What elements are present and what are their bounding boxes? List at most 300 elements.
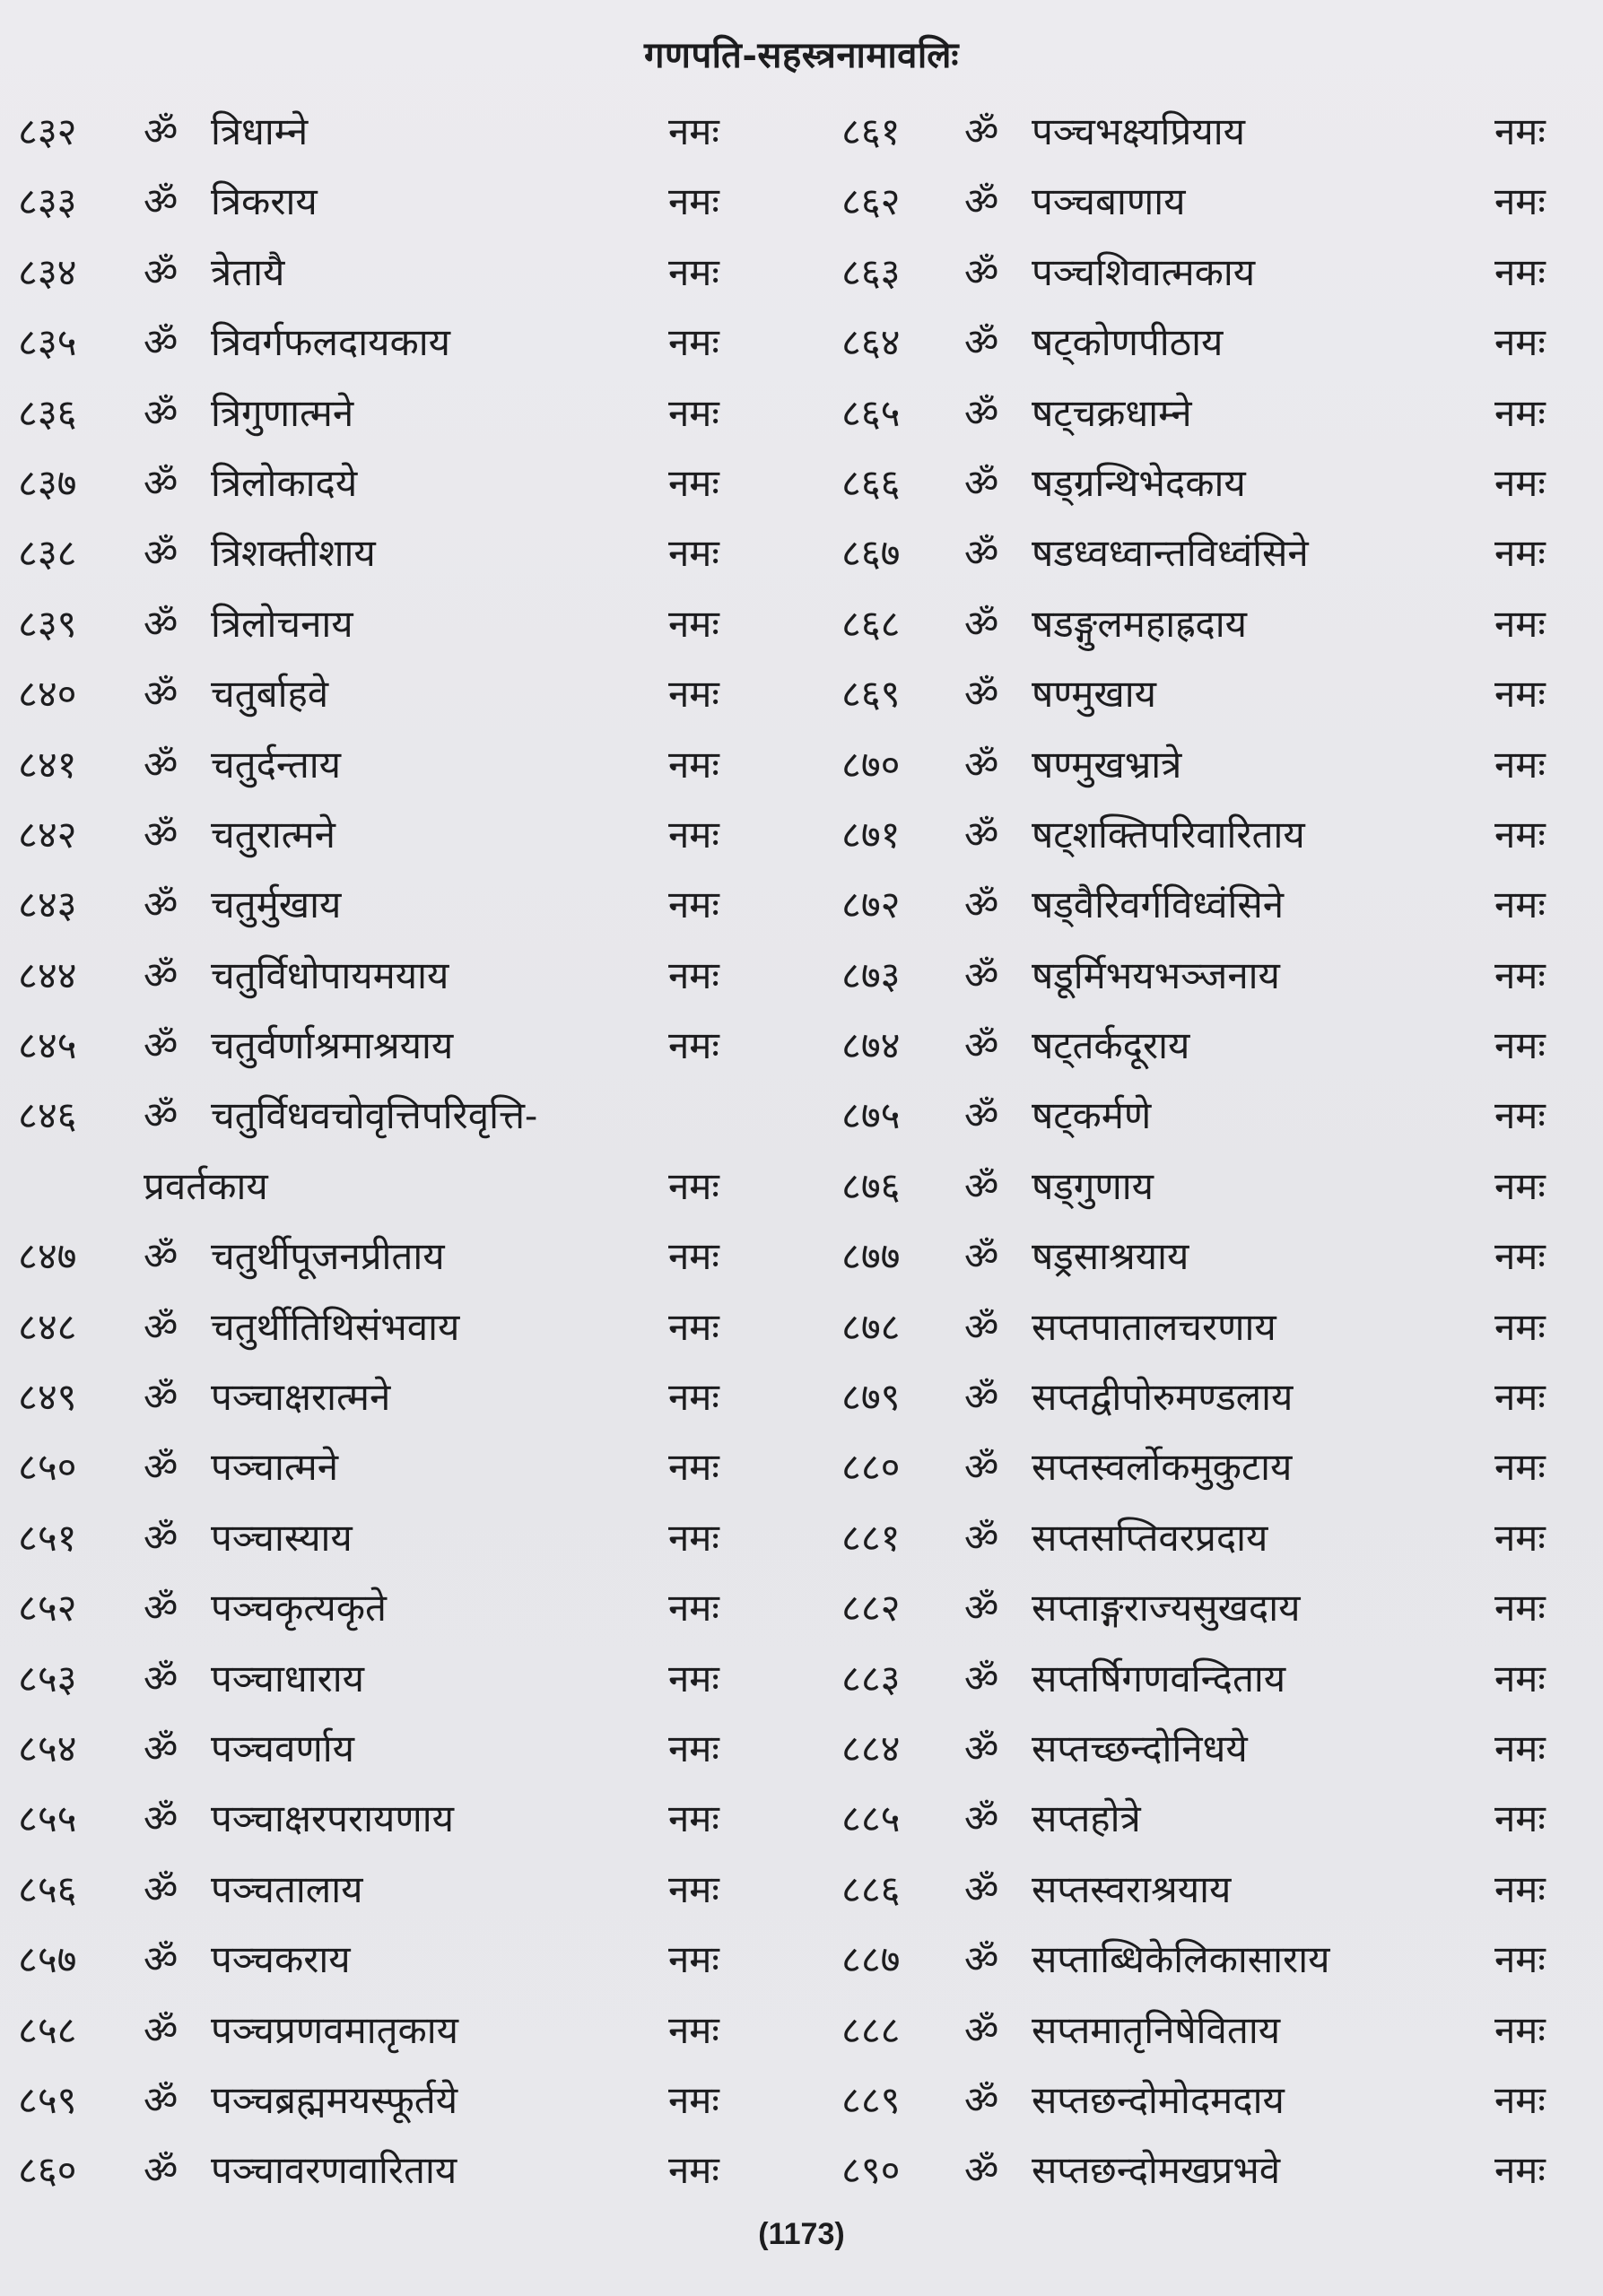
list-item xyxy=(18,97,807,167)
mantra-name: पञ्चाक्षरात्मने xyxy=(211,1375,391,1420)
om-symbol: ॐ xyxy=(144,1866,179,1911)
namah-text: नमः xyxy=(668,1515,719,1560)
namah-text: नमः xyxy=(1494,742,1546,787)
mantra-name: सप्तस्वर्लोकमुकुटाय xyxy=(1032,1445,1293,1490)
om-symbol: ॐ xyxy=(964,2007,999,2052)
list-item xyxy=(841,1362,1586,1432)
mantra-name: सप्तछन्दोमोदमदाय xyxy=(1032,2077,1285,2122)
mantra-name: चतुरात्मने xyxy=(211,812,335,857)
list-item xyxy=(841,941,1586,1011)
list-item xyxy=(18,2066,807,2135)
mantra-number: ८४१ xyxy=(18,742,77,787)
mantra-name: सप्तहोत्रे xyxy=(1032,1796,1141,1841)
mantra-number: ८६५ xyxy=(841,390,901,435)
mantra-number: ८५९ xyxy=(18,2077,77,2122)
mantra-number: ८३७ xyxy=(18,460,77,505)
mantra-name: षड्रसाश्रयाय xyxy=(1032,1234,1189,1279)
namah-text: नमः xyxy=(1494,1586,1546,1631)
list-item xyxy=(18,1714,807,1784)
mantra-name: षट्कर्मणे xyxy=(1032,1093,1152,1138)
mantra-number: ८८२ xyxy=(841,1586,901,1631)
mantra-number: ८४८ xyxy=(18,1304,77,1349)
left-column xyxy=(18,97,807,2206)
mantra-number: ८५४ xyxy=(18,1726,77,1770)
mantra-number: ८७८ xyxy=(841,1304,901,1349)
list-item xyxy=(841,1011,1586,1081)
mantra-number: ८८९ xyxy=(841,2077,901,2122)
list-item xyxy=(841,97,1586,167)
om-symbol: ॐ xyxy=(964,1656,999,1700)
list-item xyxy=(841,659,1586,729)
mantra-name: त्रिगुणात्मने xyxy=(211,390,354,435)
mantra-number: ८४२ xyxy=(18,812,77,857)
om-symbol: ॐ xyxy=(964,1375,999,1420)
mantra-name: पञ्चतालाय xyxy=(211,1866,363,1911)
namah-text: नमः xyxy=(1494,320,1546,365)
mantra-number: ८७० xyxy=(841,742,901,787)
namah-text: नमः xyxy=(1494,1375,1546,1420)
list-item xyxy=(841,1925,1586,1995)
namah-text: नमः xyxy=(668,742,719,787)
list-item xyxy=(841,589,1586,659)
om-symbol: ॐ xyxy=(144,109,179,153)
mantra-name: त्रिधाम्ने xyxy=(211,109,309,153)
om-symbol: ॐ xyxy=(964,883,999,927)
mantra-number: ८८८ xyxy=(841,2007,901,2052)
mantra-number: ८६४ xyxy=(841,320,901,365)
om-symbol: ॐ xyxy=(144,1937,179,1982)
list-item xyxy=(841,800,1586,870)
mantra-number: ८८५ xyxy=(841,1796,901,1841)
mantra-name: षडूर्मिभयभञ्जनाय xyxy=(1032,952,1280,997)
mantra-number: ८३६ xyxy=(18,390,77,435)
namah-text: नमः xyxy=(668,460,719,505)
om-symbol: ॐ xyxy=(964,1866,999,1911)
list-item xyxy=(841,1784,1586,1854)
namah-text: नमः xyxy=(1494,1515,1546,1560)
om-symbol: ॐ xyxy=(144,320,179,365)
mantra-number: ८७४ xyxy=(841,1023,901,1068)
namah-text: नमः xyxy=(1494,531,1546,576)
mantra-name: चतुर्विधवचोवृत्तिपरिवृत्ति- xyxy=(211,1093,538,1138)
mantra-number: ८४४ xyxy=(18,952,77,997)
om-symbol: ॐ xyxy=(144,460,179,505)
om-symbol: ॐ xyxy=(144,1726,179,1770)
list-item xyxy=(18,1362,807,1432)
list-item xyxy=(841,1292,1586,1362)
mantra-name: षड्ग्रन्थिभेदकाय xyxy=(1032,460,1246,505)
namah-text: नमः xyxy=(668,601,719,646)
namah-text: नमः xyxy=(668,672,719,717)
om-symbol: ॐ xyxy=(964,672,999,717)
mantra-name: सप्ताब्धिकेलिकासाराय xyxy=(1032,1937,1330,1982)
mantra-number: ८४९ xyxy=(18,1375,77,1420)
mantra-name: सप्ताङ्गराज्यसुखदाय xyxy=(1032,1586,1301,1631)
mantra-name: सप्तच्छन्दोनिधये xyxy=(1032,1726,1248,1770)
list-item xyxy=(841,1503,1586,1573)
om-symbol: ॐ xyxy=(144,1796,179,1841)
mantra-number: ८७७ xyxy=(841,1234,901,1279)
om-symbol: ॐ xyxy=(964,2077,999,2122)
om-symbol: ॐ xyxy=(144,601,179,646)
om-symbol: ॐ xyxy=(144,1586,179,1631)
list-item xyxy=(841,1081,1586,1151)
om-symbol: ॐ xyxy=(964,1234,999,1279)
mantra-name: षट्तर्कदूराय xyxy=(1032,1023,1190,1068)
mantra-number: ८८३ xyxy=(841,1656,901,1700)
om-symbol: ॐ xyxy=(964,1093,999,1138)
namah-text: नमः xyxy=(668,179,719,224)
om-symbol: ॐ xyxy=(144,672,179,717)
mantra-number: ८३८ xyxy=(18,531,77,576)
list-item xyxy=(841,1714,1586,1784)
mantra-number: ८५५ xyxy=(18,1796,77,1841)
namah-text: नमः xyxy=(1494,883,1546,927)
mantra-name: त्रेतायै xyxy=(211,249,285,294)
list-item xyxy=(18,659,807,729)
mantra-number: ८८६ xyxy=(841,1866,901,1911)
mantra-name: षड्वैरिवर्गविध्वंसिने xyxy=(1032,883,1285,927)
om-symbol: ॐ xyxy=(144,812,179,857)
om-symbol: ॐ xyxy=(144,1445,179,1490)
om-symbol: ॐ xyxy=(964,2148,999,2193)
namah-text: नमः xyxy=(1494,601,1546,646)
mantra-number: ८६९ xyxy=(841,672,901,717)
mantra-name: पञ्चास्याय xyxy=(211,1515,353,1560)
om-symbol: ॐ xyxy=(964,1586,999,1631)
mantra-number: ८६८ xyxy=(841,601,901,646)
mantra-name: सप्तस्वराश्रयाय xyxy=(1032,1866,1232,1911)
om-symbol: ॐ xyxy=(964,531,999,576)
om-symbol: ॐ xyxy=(144,1023,179,1068)
mantra-name: त्रिवर्गफलदायकाय xyxy=(211,320,450,365)
list-item xyxy=(841,2066,1586,2135)
namah-text: नमः xyxy=(668,2077,719,2122)
namah-text: नमः xyxy=(1494,1304,1546,1349)
list-item xyxy=(841,448,1586,518)
list-item xyxy=(18,870,807,940)
mantra-number: ८७१ xyxy=(841,812,901,857)
list-item xyxy=(841,308,1586,378)
namah-text: नमः xyxy=(1494,672,1546,717)
namah-text: नमः xyxy=(668,1023,719,1068)
mantra-name: षड्गुणाय xyxy=(1032,1163,1154,1208)
namah-text: नमः xyxy=(668,1866,719,1911)
mantra-name: सप्तद्वीपोरुमण्डलाय xyxy=(1032,1375,1294,1420)
namah-text: नमः xyxy=(1494,812,1546,857)
mantra-name: पञ्चकराय xyxy=(211,1937,351,1982)
mantra-number: ८५२ xyxy=(18,1586,77,1631)
namah-text: नमः xyxy=(668,2007,719,2052)
mantra-number: ८५७ xyxy=(18,1937,77,1982)
mantra-name: सप्तर्षिगणवन्दिताय xyxy=(1032,1656,1286,1700)
mantra-number: ८७६ xyxy=(841,1163,901,1208)
om-symbol: ॐ xyxy=(964,1023,999,1068)
mantra-number: ८६७ xyxy=(841,531,901,576)
mantra-name: सप्तपातालचरणाय xyxy=(1032,1304,1276,1349)
list-item xyxy=(841,1644,1586,1714)
mantra-name: पञ्चाक्षरपरायणाय xyxy=(211,1796,455,1841)
om-symbol: ॐ xyxy=(144,2077,179,2122)
mantra-name: षडङ्गुलमहाह्रदाय xyxy=(1032,601,1247,646)
namah-text: नमः xyxy=(1494,249,1546,294)
om-symbol: ॐ xyxy=(964,1163,999,1208)
mantra-number: ८४७ xyxy=(18,1234,77,1279)
om-symbol: ॐ xyxy=(964,742,999,787)
namah-text: नमः xyxy=(1494,1937,1546,1982)
mantra-name: चतुर्दन्ताय xyxy=(211,742,342,787)
mantra-number: ८९० xyxy=(841,2148,901,2193)
mantra-number: ८८१ xyxy=(841,1515,901,1560)
list-item xyxy=(18,448,807,518)
mantra-name: पञ्चावरणवारिताय xyxy=(211,2148,457,2193)
om-symbol: ॐ xyxy=(144,2148,179,2193)
mantra-name: चतुर्बाहवे xyxy=(211,672,329,717)
mantra-name: षण्मुखाय xyxy=(1032,672,1156,717)
om-symbol: ॐ xyxy=(964,601,999,646)
om-symbol: ॐ xyxy=(964,249,999,294)
list-item xyxy=(18,1292,807,1362)
mantra-name: पञ्चशिवात्मकाय xyxy=(1032,249,1256,294)
namah-text: नमः xyxy=(1494,1656,1546,1700)
namah-text: नमः xyxy=(668,531,719,576)
list-item xyxy=(18,800,807,870)
om-symbol: ॐ xyxy=(144,1375,179,1420)
list-item xyxy=(18,730,807,800)
mantra-name-continuation: प्रवर्तकाय xyxy=(144,1163,268,1208)
mantra-name: षण्मुखभ्रात्रे xyxy=(1032,742,1182,787)
mantra-number: ८३३ xyxy=(18,179,77,224)
namah-text: नमः xyxy=(668,1304,719,1349)
om-symbol: ॐ xyxy=(964,1726,999,1770)
mantra-name: षट्शक्तिपरिवारिताय xyxy=(1032,812,1305,857)
list-item xyxy=(841,1573,1586,1643)
mantra-number: ८३४ xyxy=(18,249,77,294)
namah-text: नमः xyxy=(1494,2077,1546,2122)
mantra-number: ८५० xyxy=(18,1445,77,1490)
om-symbol: ॐ xyxy=(144,1234,179,1279)
mantra-number: ८६१ xyxy=(841,109,901,153)
mantra-number: ८३५ xyxy=(18,320,77,365)
om-symbol: ॐ xyxy=(144,179,179,224)
mantra-number: ८५६ xyxy=(18,1866,77,1911)
mantra-number: ८४५ xyxy=(18,1023,77,1068)
namah-text: नमः xyxy=(668,1234,719,1279)
namah-text: नमः xyxy=(1494,1234,1546,1279)
mantra-name: पञ्चब्रह्ममयस्फूर्तये xyxy=(211,2077,458,2122)
mantra-name: चतुर्विधोपायमयाय xyxy=(211,952,449,997)
list-item xyxy=(841,1996,1586,2066)
page-header: गणपति-सहस्त्रनामावलिः xyxy=(644,34,959,76)
mantra-name: त्रिलोकादये xyxy=(211,460,358,505)
right-column xyxy=(841,97,1586,2206)
mantra-name: पञ्चात्मने xyxy=(211,1445,339,1490)
namah-text: नमः xyxy=(1494,390,1546,435)
mantra-name: पञ्चबाणाय xyxy=(1032,179,1186,224)
mantra-number: ८८४ xyxy=(841,1726,901,1770)
list-item xyxy=(18,518,807,588)
namah-text: नमः xyxy=(668,320,719,365)
mantra-name: त्रिशक्तीशाय xyxy=(211,531,376,576)
namah-text: नमः xyxy=(1494,1093,1546,1138)
mantra-name: सप्तसप्तिवरप्रदाय xyxy=(1032,1515,1268,1560)
namah-text: नमः xyxy=(1494,1445,1546,1490)
om-symbol: ॐ xyxy=(964,952,999,997)
list-item xyxy=(841,1432,1586,1502)
list-item xyxy=(18,589,807,659)
namah-text: नमः xyxy=(1494,460,1546,505)
list-item xyxy=(841,1855,1586,1925)
mantra-name: चतुर्वर्णाश्रमाश्रयाय xyxy=(211,1023,454,1068)
mantra-number: ८८७ xyxy=(841,1937,901,1982)
mantra-number: ८५३ xyxy=(18,1656,77,1700)
list-item xyxy=(841,1222,1586,1292)
list-item xyxy=(18,1152,807,1222)
namah-text: नमः xyxy=(668,2148,719,2193)
list-item xyxy=(18,1503,807,1573)
om-symbol: ॐ xyxy=(964,109,999,153)
om-symbol: ॐ xyxy=(964,320,999,365)
om-symbol: ॐ xyxy=(144,1656,179,1700)
list-item xyxy=(18,1081,807,1151)
mantra-name: षट्चक्रधाम्ने xyxy=(1032,390,1192,435)
list-item xyxy=(18,1996,807,2066)
list-item xyxy=(841,2135,1586,2205)
om-symbol: ॐ xyxy=(144,249,179,294)
list-item xyxy=(841,238,1586,308)
om-symbol: ॐ xyxy=(964,1445,999,1490)
mantra-number: ८४६ xyxy=(18,1093,77,1138)
mantra-number: ८८० xyxy=(841,1445,901,1490)
om-symbol: ॐ xyxy=(144,1093,179,1138)
mantra-name: पञ्चकृत्यकृते xyxy=(211,1586,387,1631)
namah-text: नमः xyxy=(668,1586,719,1631)
mantra-number: ८६३ xyxy=(841,249,901,294)
namah-text: नमः xyxy=(668,1656,719,1700)
namah-text: नमः xyxy=(668,1796,719,1841)
namah-text: नमः xyxy=(668,1163,719,1208)
mantra-name: चतुर्मुखाय xyxy=(211,883,342,927)
mantra-number: ८५८ xyxy=(18,2007,77,2052)
namah-text: नमः xyxy=(668,109,719,153)
mantra-name: पञ्चवर्णाय xyxy=(211,1726,354,1770)
namah-text: नमः xyxy=(668,390,719,435)
namah-text: नमः xyxy=(668,1726,719,1770)
namah-text: नमः xyxy=(1494,1866,1546,1911)
mantra-name: पञ्चप्रणवमातृकाय xyxy=(211,2007,459,2052)
om-symbol: ॐ xyxy=(144,531,179,576)
om-symbol: ॐ xyxy=(144,952,179,997)
om-symbol: ॐ xyxy=(964,179,999,224)
om-symbol: ॐ xyxy=(964,460,999,505)
namah-text: नमः xyxy=(1494,2007,1546,2052)
om-symbol: ॐ xyxy=(964,812,999,857)
namah-text: नमः xyxy=(1494,2148,1546,2193)
mantra-number: ८३२ xyxy=(18,109,77,153)
list-item xyxy=(841,870,1586,940)
namah-text: नमः xyxy=(668,249,719,294)
mantra-number: ८३९ xyxy=(18,601,77,646)
mantra-number: ८७५ xyxy=(841,1093,901,1138)
namah-text: नमः xyxy=(1494,179,1546,224)
namah-text: नमः xyxy=(1494,1726,1546,1770)
list-item xyxy=(841,378,1586,448)
om-symbol: ॐ xyxy=(144,1304,179,1349)
mantra-name: त्रिकराय xyxy=(211,179,318,224)
mantra-name: चतुर्थीपूजनप्रीताय xyxy=(211,1234,445,1279)
namah-text: नमः xyxy=(1494,1023,1546,1068)
mantra-number: ८६२ xyxy=(841,179,901,224)
om-symbol: ॐ xyxy=(964,390,999,435)
mantra-number: ८७२ xyxy=(841,883,901,927)
mantra-number: ८४० xyxy=(18,672,77,717)
list-item xyxy=(18,1644,807,1714)
mantra-name: चतुर्थीतिथिसंभवाय xyxy=(211,1304,460,1349)
namah-text: नमः xyxy=(668,812,719,857)
namah-text: नमः xyxy=(668,1445,719,1490)
list-item xyxy=(18,1784,807,1854)
list-item xyxy=(18,1222,807,1292)
mantra-number: ८६० xyxy=(18,2148,77,2193)
mantra-number: ८७९ xyxy=(841,1375,901,1420)
namah-text: नमः xyxy=(668,952,719,997)
mantra-number: ८६६ xyxy=(841,460,901,505)
mantra-name: पञ्चभक्ष्यप्रियाय xyxy=(1032,109,1245,153)
list-item xyxy=(18,1432,807,1502)
list-item xyxy=(18,1011,807,1081)
list-item xyxy=(18,238,807,308)
namah-text: नमः xyxy=(668,883,719,927)
mantra-number: ८४३ xyxy=(18,883,77,927)
mantra-name: षडध्वध्वान्तविध्वंसिने xyxy=(1032,531,1309,576)
om-symbol: ॐ xyxy=(144,742,179,787)
om-symbol: ॐ xyxy=(144,390,179,435)
om-symbol: ॐ xyxy=(964,1304,999,1349)
namah-text: नमः xyxy=(1494,1796,1546,1841)
om-symbol: ॐ xyxy=(144,883,179,927)
mantra-name: त्रिलोचनाय xyxy=(211,601,353,646)
list-item xyxy=(18,1925,807,1995)
om-symbol: ॐ xyxy=(144,1515,179,1560)
namah-text: नमः xyxy=(668,1375,719,1420)
list-item xyxy=(841,1152,1586,1222)
om-symbol: ॐ xyxy=(964,1796,999,1841)
mantra-name: सप्तमातृनिषेविताय xyxy=(1032,2007,1281,2052)
list-item xyxy=(18,941,807,1011)
mantra-name: पञ्चाधाराय xyxy=(211,1656,364,1700)
mantra-number: ८५१ xyxy=(18,1515,77,1560)
list-item xyxy=(18,1573,807,1643)
page-number: (1173) xyxy=(758,2217,845,2251)
om-symbol: ॐ xyxy=(144,2007,179,2052)
list-item xyxy=(841,518,1586,588)
namah-text: नमः xyxy=(668,1937,719,1982)
namah-text: नमः xyxy=(1494,109,1546,153)
mantra-number: ८७३ xyxy=(841,952,901,997)
namah-text: नमः xyxy=(1494,952,1546,997)
list-item xyxy=(841,730,1586,800)
list-item xyxy=(18,1855,807,1925)
list-item xyxy=(841,167,1586,237)
mantra-name: सप्तछन्दोमखप्रभवे xyxy=(1032,2148,1281,2193)
mantra-name: षट्कोणपीठाय xyxy=(1032,320,1224,365)
om-symbol: ॐ xyxy=(964,1937,999,1982)
om-symbol: ॐ xyxy=(964,1515,999,1560)
namah-text: नमः xyxy=(1494,1163,1546,1208)
list-item xyxy=(18,378,807,448)
list-item xyxy=(18,167,807,237)
list-item xyxy=(18,2135,807,2205)
